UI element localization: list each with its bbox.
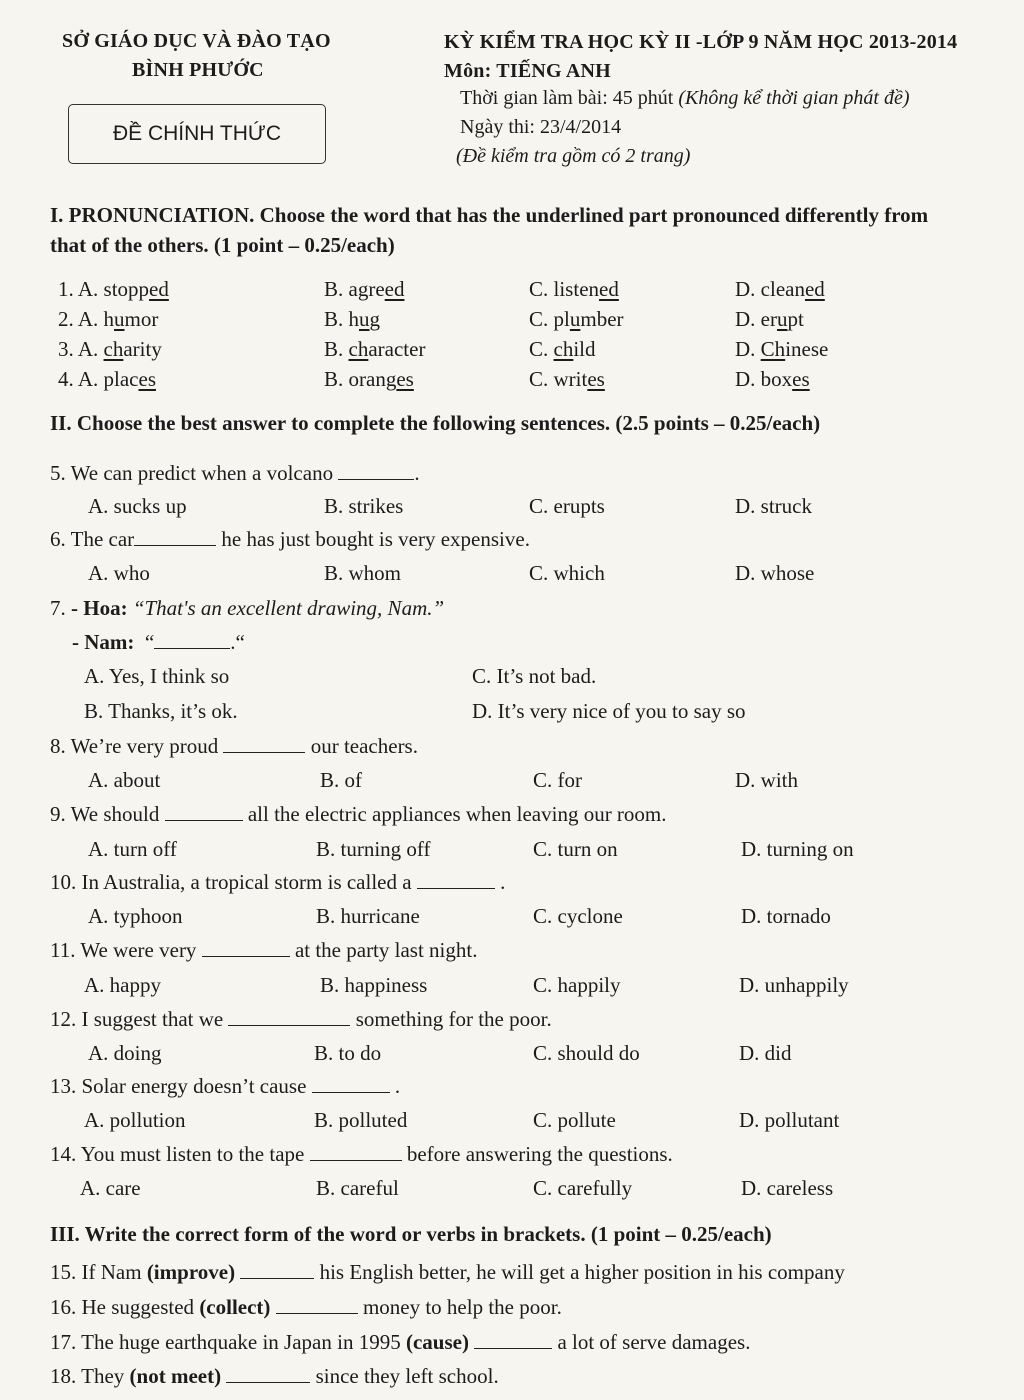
q9-option-b: B. turning off	[316, 837, 431, 861]
answer-blank	[226, 1364, 310, 1383]
q3-option-b: B. character	[324, 337, 426, 361]
section-1-title-line2: that of the others. (1 point – 0.25/each)	[50, 233, 395, 257]
q1-option-c: C. listened	[529, 277, 619, 301]
q1-option-d: D. cleaned	[735, 277, 825, 301]
q8-option-b: B. of	[320, 768, 362, 792]
q10-option-c: C. cyclone	[533, 904, 623, 928]
q11-option-a: A. happy	[84, 973, 161, 997]
section-3-title: III. Write the correct form of the word or verbs in brackets. (1 point – 0.25/each)	[50, 1222, 772, 1246]
q11-option-d: D. unhappily	[739, 973, 849, 997]
q13-option-d: D. pollutant	[739, 1108, 840, 1132]
q6-option-c: C. which	[529, 561, 605, 585]
q15-stem: 15. If Nam (improve) his English better, he will get a higher position in his company	[50, 1260, 845, 1284]
q2-option-d: D. erupt	[735, 307, 804, 331]
q5-option-b: B. strikes	[324, 494, 404, 518]
q8-option-a: A. about	[88, 768, 161, 792]
q9-option-d: D. turning on	[741, 837, 854, 861]
q14-option-a: A. care	[80, 1176, 141, 1200]
q13-stem: 13. Solar energy doesn’t cause .	[50, 1074, 401, 1098]
q10-option-d: D. tornado	[741, 904, 831, 928]
q3-option-d: D. Chinese	[735, 337, 829, 361]
q12-option-b: B. to do	[314, 1041, 382, 1065]
q1-option-b: B. agreed	[324, 277, 405, 301]
q4-option-a: 4. A. places	[58, 367, 156, 391]
q17-stem: 17. The huge earthquake in Japan in 1995 (cause) a lot of serve damages.	[50, 1330, 751, 1354]
q4-option-c: C. writes	[529, 367, 605, 391]
time-line	[460, 87, 910, 110]
q8-option-d: D. with	[735, 768, 798, 792]
q2-option-b: B. hug	[324, 307, 381, 331]
department-name: SỞ GIÁO DỤC VÀ ĐÀO TẠO	[62, 30, 331, 52]
answer-blank	[240, 1260, 314, 1279]
answer-blank	[154, 630, 230, 649]
subject-title: Môn: TIẾNG ANH	[444, 60, 611, 82]
answer-blank	[474, 1330, 552, 1349]
answer-blank	[338, 461, 414, 480]
q6-option-a: A. who	[88, 561, 150, 585]
q11-option-c: C. happily	[533, 973, 621, 997]
q11-stem: 11. We were very at the party last night.	[50, 938, 478, 962]
q12-stem: 12. I suggest that we something for the poor.	[50, 1007, 552, 1031]
q6-option-b: B. whom	[324, 561, 402, 585]
q9-stem: 9. We should all the electric appliances when leaving our room.	[50, 802, 667, 826]
q14-option-c: C. carefully	[533, 1176, 633, 1200]
q9-option-a: A. turn off	[88, 837, 177, 861]
q4-option-b: B. oranges	[324, 367, 414, 391]
answer-blank	[312, 1074, 390, 1093]
answer-blank	[310, 1142, 402, 1161]
q5-option-c: C. erupts	[529, 494, 605, 518]
official-label: ĐỀ CHÍNH THỨC	[112, 122, 282, 145]
time-label: Thời gian làm bài: 45 phút	[460, 87, 674, 109]
q10-stem: 10. In Australia, a tropical storm is called a .	[50, 870, 506, 894]
q16-stem: 16. He suggested (collect) money to help the poor.	[50, 1295, 562, 1319]
q13-option-a: A. pollution	[84, 1108, 186, 1132]
q5-option-a: A. sucks up	[88, 494, 187, 518]
answer-blank	[276, 1295, 358, 1314]
official-stamp-box	[68, 104, 326, 164]
q10-option-a: A. typhoon	[88, 904, 183, 928]
q14-option-b: B. careful	[316, 1176, 399, 1200]
exam-date: Ngày thi: 23/4/2014	[460, 116, 622, 138]
q8-stem: 8. We’re very proud our teachers.	[50, 734, 418, 758]
q5-stem: 5. We can predict when a volcano .	[50, 461, 420, 485]
q13-option-c: C. pollute	[533, 1108, 616, 1132]
q3-option-c: C. child	[529, 337, 596, 361]
q11-option-b: B. happiness	[320, 973, 428, 997]
answer-blank	[417, 870, 495, 889]
q7-option-a: A. Yes, I think so	[84, 664, 230, 688]
answer-blank	[223, 734, 305, 753]
q9-option-c: C. turn on	[533, 837, 618, 861]
answer-blank	[228, 1007, 350, 1026]
q12-option-c: C. should do	[533, 1041, 640, 1065]
q2-option-a: 2. A. humor	[58, 307, 159, 331]
answer-blank	[165, 802, 243, 821]
q12-option-d: D. did	[739, 1041, 792, 1065]
q14-stem: 14. You must listen to the tape before answering the questions.	[50, 1142, 673, 1166]
q8-option-c: C. for	[533, 768, 582, 792]
q7-option-d: D. It’s very nice of you to say so	[472, 699, 746, 723]
q6-option-d: D. whose	[735, 561, 815, 585]
q2-option-c: C. plumber	[529, 307, 624, 331]
q1-option-a: 1. A. stopped	[58, 277, 169, 301]
province-name: BÌNH PHƯỚC	[132, 59, 264, 81]
section-2-title: II. Choose the best answer to complete the following sentences. (2.5 points – 0.25/each)	[50, 411, 821, 435]
q14-option-d: D. careless	[741, 1176, 834, 1200]
q7-nam-line: - Nam: “ .“	[72, 630, 245, 654]
time-note: (Không kể thời gian phát đề)	[678, 87, 910, 109]
pages-note: (Đề kiểm tra gồm có 2 trang)	[456, 145, 691, 167]
q7-hoa-line: 7. - Hoa: “That's an excellent drawing, Nam.”	[50, 596, 445, 620]
q7-option-b: B. Thanks, it’s ok.	[84, 699, 238, 723]
q4-option-d: D. boxes	[735, 367, 810, 391]
q18-stem: 18. They (not meet) since they left school.	[50, 1364, 499, 1388]
q13-option-b: B. polluted	[314, 1108, 408, 1132]
section-1-title-line1: I. PRONUNCIATION. Choose the word that has the underlined part pronounced differently from	[50, 203, 929, 227]
q5-option-d: D. struck	[735, 494, 812, 518]
exam-title: KỲ KIỂM TRA HỌC KỲ II -LỚP 9 NĂM HỌC 2013-2014	[444, 31, 958, 53]
answer-blank	[134, 527, 216, 546]
q7-option-c: C. It’s not bad.	[472, 664, 597, 688]
q6-stem: 6. The car he has just bought is very expensive.	[50, 527, 530, 551]
q3-option-a: 3. A. charity	[58, 337, 162, 361]
q12-option-a: A. doing	[88, 1041, 162, 1065]
answer-blank	[202, 938, 290, 957]
q10-option-b: B. hurricane	[316, 904, 420, 928]
